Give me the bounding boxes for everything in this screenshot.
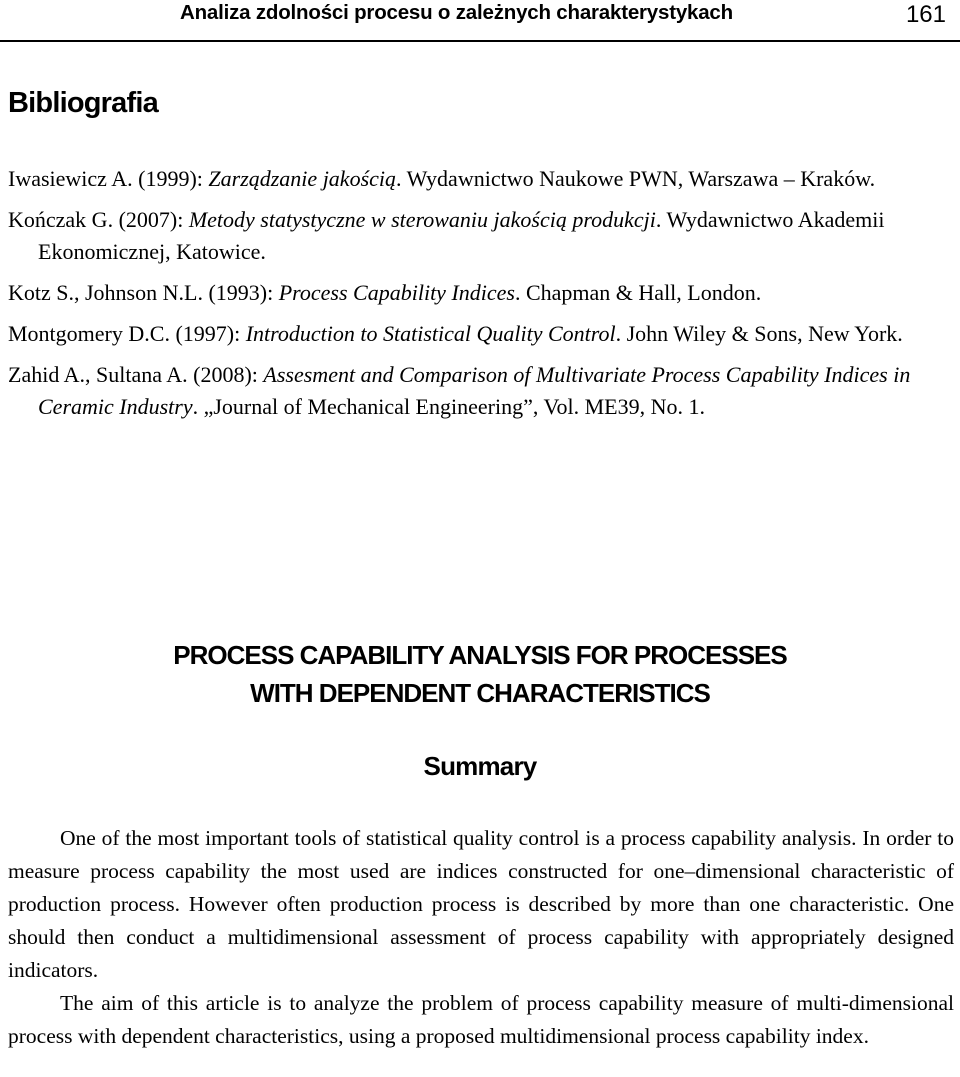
entry-title: Process Capability Indices [278,280,515,305]
bibliography-entry-montgomery [8,318,954,350]
bibliography-entry-iwasiewicz [8,163,954,195]
header-rule [0,40,960,42]
entry-title: Zarządzanie jakością [208,166,397,191]
entry-publisher: . John Wiley & Sons, New York. [615,321,903,346]
entry-title: Introduction to Statistical Quality Control [245,321,616,346]
summary-body [8,822,954,1053]
entry-authors: Montgomery D.C. (1997): [8,321,246,346]
summary-paragraph: One of the most important tools of statistical quality control is a process capability analysis. In order to measure process capability the most used are indices constructed for one–dimensional characteristic of production process. However often production process is described by more than one characteristic. One should then conduct a multidimensional assessment of process capability with appropriately designed indicators. [8,826,954,982]
entry-publisher: . Wydawnictwo Akademii Ekonomicznej, Katowice. [38,207,885,264]
summary-title-line-1: PROCESS CAPABILITY ANALYSIS FOR PROCESSES [173,640,787,670]
bibliography-heading: Bibliografia [8,87,158,119]
entry-authors: Kończak G. (2007): [8,207,189,232]
entry-title: Assesment and Comparison of Multivariate Process Capability Indices in Ceramic Industry [38,362,911,419]
bibliography-entry-konczak [8,204,954,268]
summary-title-line-2: WITH DEPENDENT CHARACTERISTICS [250,678,710,708]
entry-authors: Iwasiewicz A. (1999): [8,166,209,191]
entry-publisher: . „Journal of Mechanical Engineering”, Vol. ME39, No. 1. [192,394,705,419]
entry-publisher: . Chapman & Hall, London. [514,280,762,305]
entry-authors: Kotz S., Johnson N.L. (1993): [8,280,279,305]
running-title: Analiza zdolności procesu o zależnych charakterystykach [180,1,733,24]
entry-authors: Zahid A., Sultana A. (2008): [8,362,264,387]
page-number: 161 [905,1,946,28]
summary-paragraph: The aim of this article is to analyze the problem of process capability measure of multi-dimensional process with dependent characteristics, using a proposed multidimensional process capability index. [8,991,954,1048]
summary-heading: Summary [423,751,537,781]
running-header [0,0,960,46]
entry-title: Metody statystyczne w sterowaniu jakością produkcji [188,207,656,232]
summary-title [0,636,960,712]
entry-publisher: . Wydawnictwo Naukowe PWN, Warszawa – Kraków. [396,166,876,191]
bibliography-entry-kotz [8,277,954,309]
bibliography-entry-zahid [8,359,954,423]
bibliography-list [8,163,954,432]
